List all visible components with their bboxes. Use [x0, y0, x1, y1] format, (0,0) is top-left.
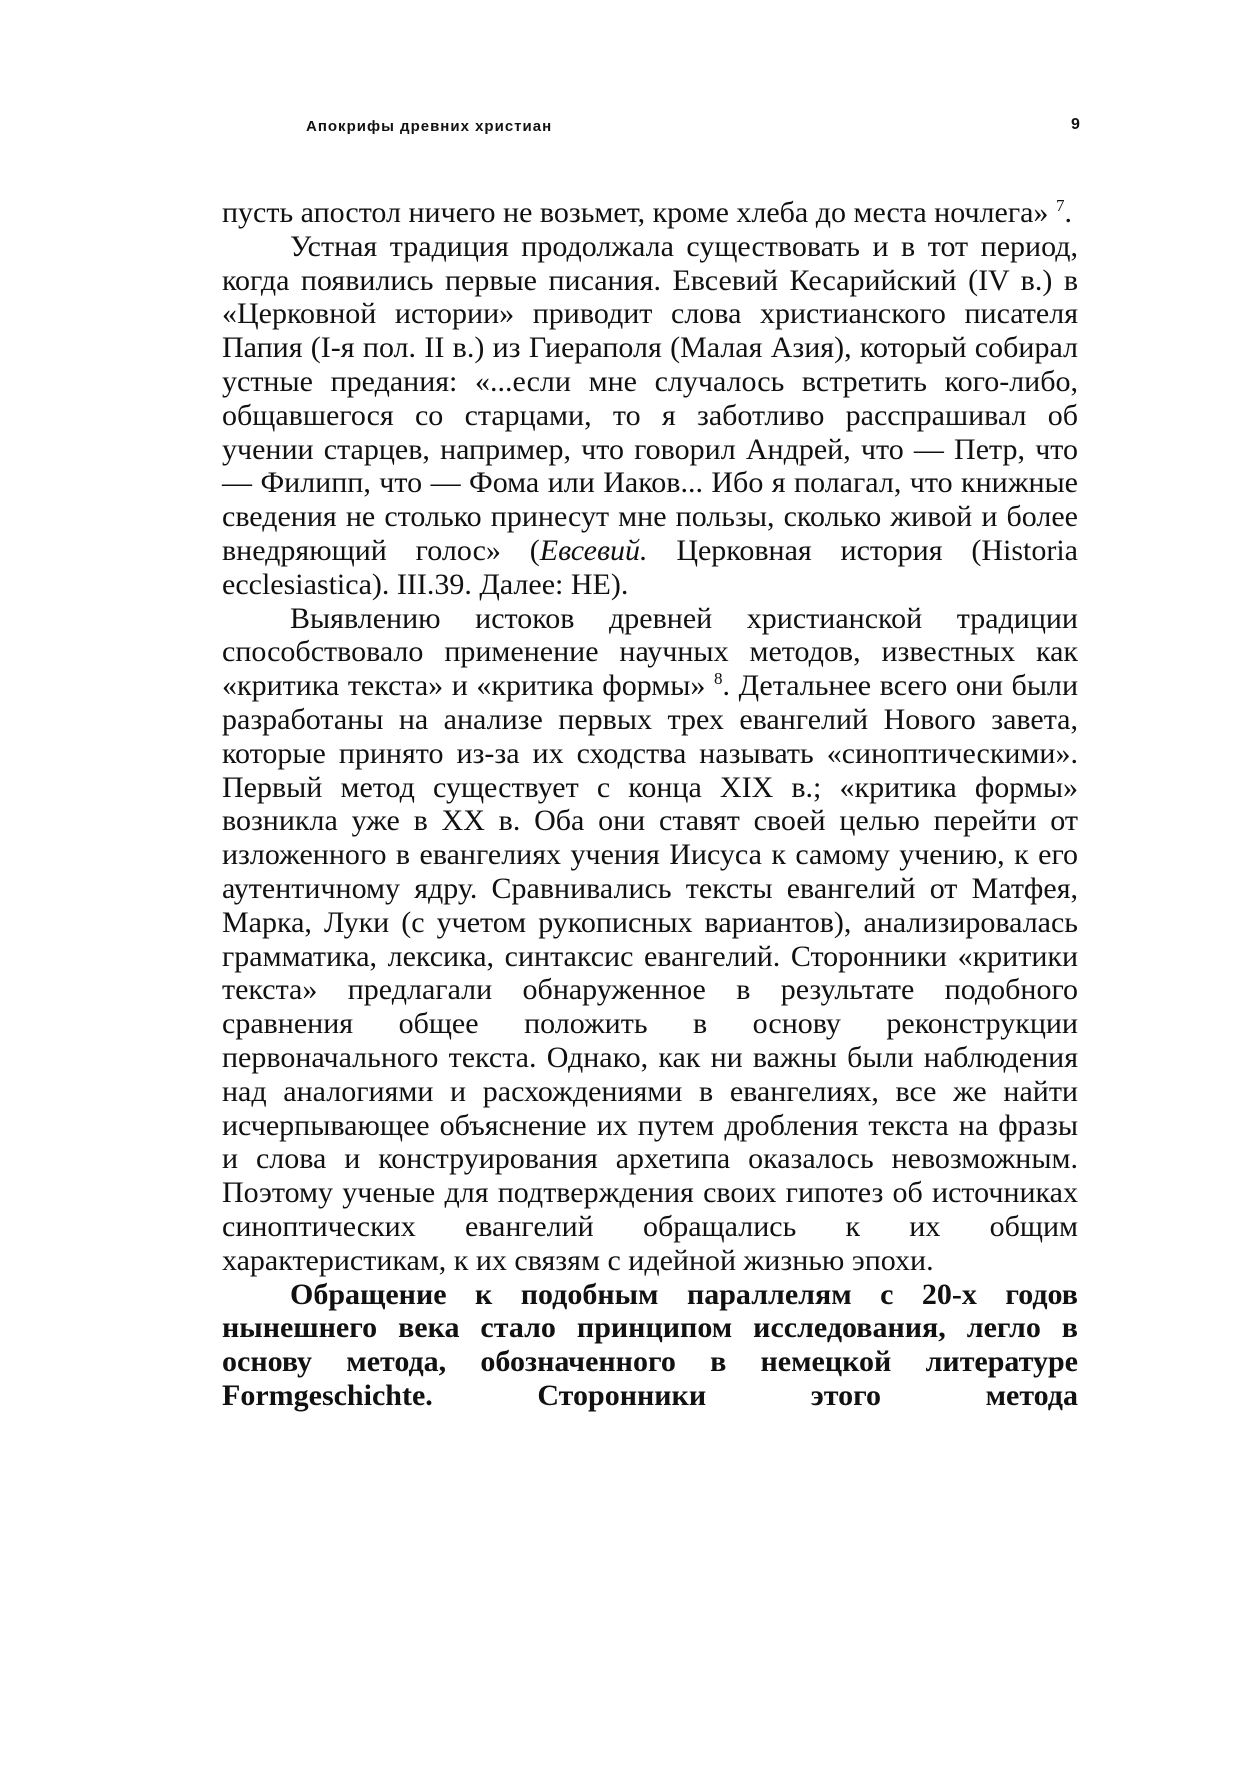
paragraph-text: Устная традиция продолжала существовать и в тот период, когда появились первые писания. Евсевий Кесарийский (IV в.) в «Церковной истории» приводит слова христианского писателя Папия (I-я пол. II в.) из Гиераполя (Малая Азия), который собирал устные предания: «...если мне случалось встретить кого-либо, общавшегося со старцами, то я заботливо расспрашивал об учении старцев, например, что говорил Андрей, что — Петр, что — Филипп, что — Фома или Иаков... Ибо я полагал, что книжные сведения не столько принесут мне пользы, сколько живой и более внедряющий голос» (	[222, 229, 1078, 567]
paragraph-text: Церковная история (Historia ecclesiastica). III.39. Далее: НЕ).	[222, 533, 1079, 601]
footnote-ref-8: 8	[713, 669, 723, 689]
paragraph-oral-tradition	[222, 230, 1078, 602]
paragraph-formgeschichte	[222, 1278, 1078, 1413]
paragraph-continuation	[222, 196, 1078, 230]
body-text	[222, 196, 1078, 1413]
paragraph-text: Выявлению истоков древней христианской традиции способствовало применение научных методов, известных как «критика текста» и «критика формы»	[222, 601, 1078, 703]
paragraph-text: пусть апостол ничего не возьмет, кроме хлеба до места ночлега»	[222, 196, 1056, 229]
author-citation: Евсевий.	[539, 533, 648, 567]
paragraph-text: . Детальнее всего они были разработаны на анализе первых трех евангелий Нового завета, которые принято из-за их сходства называть «синоптическими». Первый метод существует с конца XIX в.; «критика формы» возникла уже в XX в. Оба они ставят своей целью перейти от изложенного в евангелиях учения Иисуса к самому учению, к его аутентичному ядру. Сравнивались тексты евангелий от Матфея, Марка, Луки (с учетом рукописных вариантов), анализировалась грамматика, лексика, синтаксис евангелий. Сторонники «критики текста» предлагали обнаруженное в результате подобного сравнения общее положить в основу реконструкции первоначального текста. Однако, как ни важны были наблюдения над аналогиями и расхождениями в евангелиях, все же найти исчерпывающее объяснение их путем дробления текста на фразы и слова и конструирования архетипа оказалось невозможным. Поэтому ученые для подтверждения своих гипотез об источниках синоптических евангелий обращались к их общим характеристикам, к их связям с идейной жизнью эпохи.	[222, 669, 1078, 1277]
page-number: 9	[1071, 116, 1080, 133]
paragraph-critical-methods	[222, 602, 1078, 1278]
footnote-ref-7: 7	[1055, 196, 1065, 215]
paragraph-text: Обращение к подобным параллелям с 20-х годов нынешнего века стало принципом исследования, легло в основу метода, обозначенного в немецкой литературе Formgeschichte. Сторонники этого метода	[222, 1277, 1078, 1412]
running-head: Апокрифы древних христиан	[306, 118, 553, 135]
paragraph-text: .	[1064, 196, 1072, 229]
